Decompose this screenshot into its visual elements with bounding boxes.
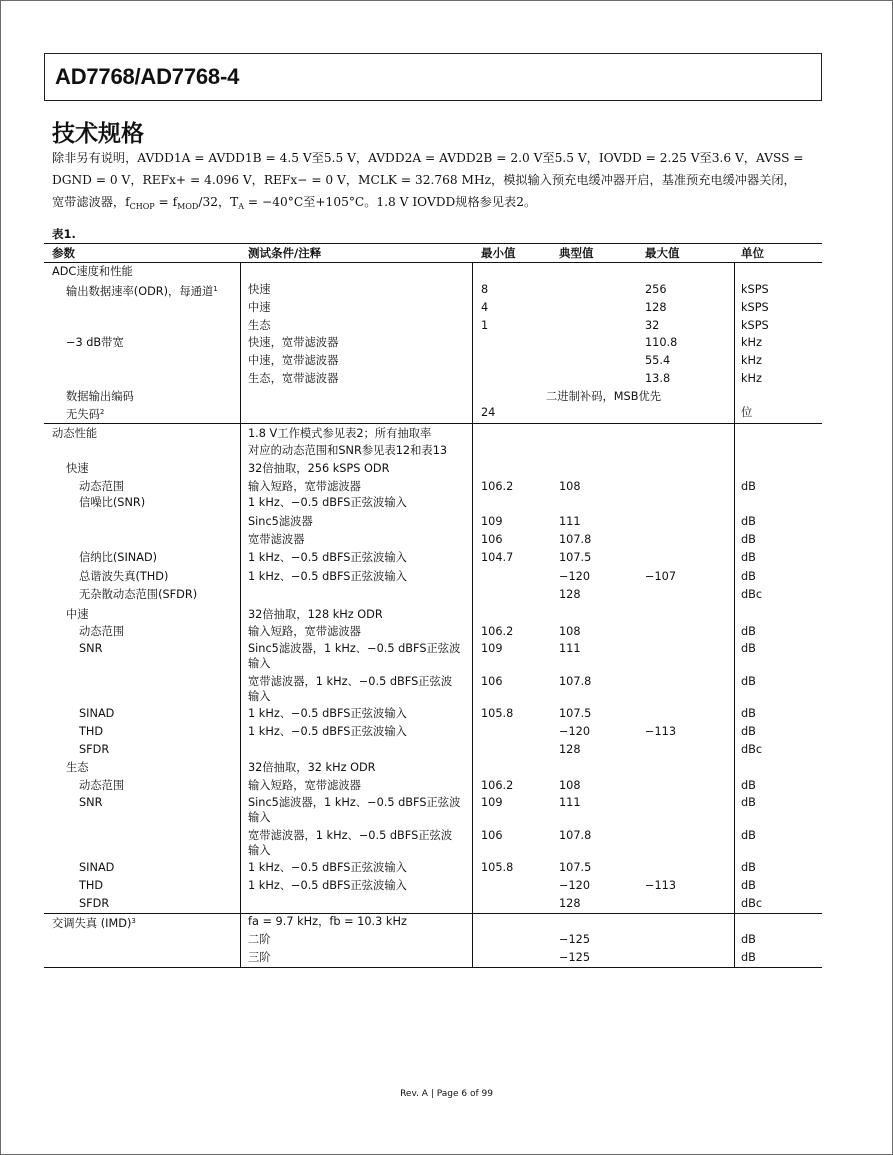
row-parameter: SINAD (79, 861, 115, 874)
header-typ: 典型值 (559, 246, 594, 260)
row-unit: kHz (741, 372, 762, 385)
row-parameter: SFDR (79, 897, 110, 910)
row-typ: −120 (559, 725, 591, 738)
row-max: −107 (645, 570, 677, 583)
row-parameter: SINAD (79, 707, 115, 720)
row-condition: 二阶 (248, 933, 271, 946)
row-condition: 快速 (248, 283, 271, 296)
row-min: 24 (481, 406, 496, 419)
row-unit: dB (741, 779, 756, 792)
row-condition: 1 kHz、−0.5 dBFS正弦波输入 (248, 551, 407, 564)
document-title: AD7768/AD7768-4 (55, 64, 240, 89)
row-max: −113 (645, 725, 677, 738)
row-min: 8 (481, 283, 489, 296)
intro-line-2: DGND = 0 V，REFx+ = 4.096 V，REFx− = 0 V，MCLK = 32.768 MHz，模拟输入预充电缓冲器开启，基准预充电缓冲器关闭， (52, 173, 796, 187)
row-parameter: 数据输出编码 (66, 390, 134, 403)
row-condition: 输入短路，宽带滤波器 (248, 779, 361, 792)
intro-line-3: 宽带滤波器，$f_{CHOP} = f_{MOD}/32$，$T_A = -40^\circ C$至+105°C。1.8 V IOVDD规格参见表2。 (52, 195, 537, 211)
row-condition: 32倍抽取，128 kHz ODR (248, 608, 383, 621)
row-parameter: 生态 (66, 761, 89, 774)
row-span-value: 二进制补码，MSB优先 (546, 390, 662, 403)
row-typ: 111 (559, 642, 581, 655)
row-unit: dB (741, 829, 756, 842)
row-typ: 128 (559, 743, 581, 756)
row-parameter: 交调失真 (IMD)$^3$ (52, 917, 136, 930)
row-unit: kSPS (741, 301, 769, 314)
row-min: 106 (481, 829, 503, 842)
row-condition: 32倍抽取，256 kSPS ODR (248, 462, 390, 475)
row-parameter: SFDR (79, 743, 110, 756)
row-unit: dB (741, 625, 756, 638)
row-typ: 107.5 (559, 707, 592, 720)
table-bottom-rule (44, 967, 822, 968)
row-min: 106 (481, 533, 503, 546)
row-condition-wrap: 输入 (248, 690, 271, 703)
col-divider-2 (472, 262, 473, 967)
row-typ: 111 (559, 796, 581, 809)
row-parameter: 动态性能 (52, 427, 98, 440)
table-label: 表1. (52, 227, 76, 241)
row-condition: 三阶 (248, 951, 271, 964)
row-unit: dB (741, 861, 756, 874)
row-typ: 108 (559, 480, 581, 493)
row-unit: dB (741, 796, 756, 809)
row-parameter: 无失码$^2$ (66, 408, 105, 421)
row-typ: 107.5 (559, 551, 592, 564)
row-parameter: 中速 (66, 608, 89, 621)
row-condition: 32倍抽取，32 kHz ODR (248, 761, 376, 774)
row-condition: Sinc5滤波器，1 kHz、−0.5 dBFS正弦波 (248, 642, 461, 655)
row-unit: dB (741, 642, 756, 655)
row-max: 110.8 (645, 336, 678, 349)
row-parameter: −3 dB带宽 (66, 336, 124, 349)
row-condition: Sinc5滤波器 (248, 515, 313, 528)
row-parameter: SNR (79, 642, 103, 655)
row-parameter: 无杂散动态范围(SFDR) (79, 588, 198, 601)
row-condition: 1 kHz、−0.5 dBFS正弦波输入 (248, 707, 407, 720)
row-unit: dB (741, 480, 756, 493)
row-parameter: 动态范围 (79, 779, 125, 792)
row-typ: −120 (559, 879, 591, 892)
row-max: −113 (645, 879, 677, 892)
row-condition: 宽带滤波器 (248, 533, 305, 546)
row-typ: 107.8 (559, 533, 592, 546)
row-min: 106 (481, 675, 503, 688)
row-unit: dBc (741, 897, 763, 910)
row-parameter: 输出数据速率(ODR)，每通道$^1$ (66, 285, 218, 298)
row-condition: 1 kHz、−0.5 dBFS正弦波输入 (248, 725, 407, 738)
header-conditions: 测试条件/注释 (248, 246, 322, 260)
row-condition: 输入短路，宽带滤波器 (248, 480, 361, 493)
row-unit: dB (741, 533, 756, 546)
row-max: 256 (645, 283, 667, 296)
row-unit: kSPS (741, 319, 769, 332)
row-typ: 108 (559, 779, 581, 792)
header-parameter: 参数 (52, 246, 75, 260)
row-unit: dB (741, 725, 756, 738)
row-parameter: 信纳比(SINAD) (79, 551, 158, 564)
row-unit: dBc (741, 588, 763, 601)
header-max: 最大值 (645, 246, 680, 260)
col-divider-3 (734, 262, 735, 967)
row-condition: 1.8 V工作模式参见表2；所有抽取率 (248, 427, 432, 440)
row-min: 1 (481, 319, 489, 332)
row-typ: 107.5 (559, 861, 592, 874)
row-condition: 生态，宽带滤波器 (248, 372, 339, 385)
row-parameter: THD (79, 879, 104, 892)
row-condition: 1 kHz、−0.5 dBFS正弦波输入 (248, 570, 407, 583)
row-condition: 1 kHz、−0.5 dBFS正弦波输入 (248, 861, 407, 874)
row-unit: dBc (741, 743, 763, 756)
row-parameter: SNR (79, 796, 103, 809)
row-condition: 生态 (248, 319, 271, 332)
row-unit: dB (741, 551, 756, 564)
row-unit: kSPS (741, 283, 769, 296)
row-condition: 宽带滤波器，1 kHz、−0.5 dBFS正弦波 (248, 675, 453, 688)
row-min: 106.2 (481, 480, 514, 493)
row-unit: dB (741, 707, 756, 720)
row-parameter: ADC速度和性能 (52, 265, 133, 278)
row-typ: 111 (559, 515, 581, 528)
row-condition: Sinc5滤波器，1 kHz、−0.5 dBFS正弦波 (248, 796, 461, 809)
row-condition: 中速，宽带滤波器 (248, 354, 339, 367)
row-parameter: THD (79, 725, 104, 738)
row-typ: 128 (559, 897, 581, 910)
group-rule-2 (44, 913, 822, 914)
header-rule (44, 262, 822, 263)
row-min: 105.8 (481, 861, 514, 874)
row-unit: dB (741, 570, 756, 583)
row-condition: 1 kHz、−0.5 dBFS正弦波输入 (248, 496, 407, 509)
row-unit: 位 (741, 406, 753, 419)
row-min: 106.2 (481, 625, 514, 638)
row-typ: 107.8 (559, 675, 592, 688)
row-unit: kHz (741, 354, 762, 367)
row-typ: 107.8 (559, 829, 592, 842)
row-min: 4 (481, 301, 489, 314)
group-rule-1 (44, 423, 822, 424)
row-unit: dB (741, 933, 756, 946)
row-min: 106.2 (481, 779, 514, 792)
row-max: 55.4 (645, 354, 671, 367)
row-max: 128 (645, 301, 667, 314)
row-condition-wrap: 输入 (248, 844, 271, 857)
section-title: 技术规格 (52, 121, 144, 147)
col-divider-1 (240, 262, 241, 967)
page-footer: Rev. A | Page 6 of 99 (400, 1089, 493, 1099)
row-max: 13.8 (645, 372, 671, 385)
row-typ: −125 (559, 933, 591, 946)
row-parameter: 动态范围 (79, 625, 125, 638)
row-typ: 108 (559, 625, 581, 638)
intro-line-1: 除非另有说明，AVDD1A = AVDD1B = 4.5 V至5.5 V，AVDD2A = AVDD2B = 2.0 V至5.5 V，IOVDD = 2.25 V至3.6 V，AVSS = (52, 151, 804, 165)
row-parameter: 动态范围 (79, 480, 125, 493)
row-min: 109 (481, 796, 503, 809)
row-unit: dB (741, 515, 756, 528)
row-unit: dB (741, 675, 756, 688)
row-parameter: 总谐波失真(THD) (79, 570, 169, 583)
spec-table (44, 243, 822, 968)
row-typ: 128 (559, 588, 581, 601)
row-unit: dB (741, 951, 756, 964)
row-min: 104.7 (481, 551, 514, 564)
row-condition: 宽带滤波器，1 kHz、−0.5 dBFS正弦波 (248, 829, 453, 842)
header-min: 最小值 (481, 246, 516, 260)
row-typ: −120 (559, 570, 591, 583)
row-min: 109 (481, 642, 503, 655)
header-unit: 单位 (741, 246, 764, 260)
row-unit: kHz (741, 336, 762, 349)
row-min: 105.8 (481, 707, 514, 720)
row-condition-wrap: 输入 (248, 657, 271, 670)
row-unit: dB (741, 879, 756, 892)
row-condition: fa = 9.7 kHz，fb = 10.3 kHz (248, 915, 407, 928)
row-condition: 输入短路，宽带滤波器 (248, 625, 361, 638)
row-condition: 快速，宽带滤波器 (248, 336, 339, 349)
row-max: 32 (645, 319, 660, 332)
row-typ: −125 (559, 951, 591, 964)
row-min: 109 (481, 515, 503, 528)
row-parameter: 信噪比(SNR) (79, 496, 146, 509)
row-condition: 中速 (248, 301, 271, 314)
row-parameter: 快速 (66, 462, 89, 475)
row-condition-wrap: 输入 (248, 811, 271, 824)
row-condition: 对应的动态范围和SNR参见表12和表13 (248, 444, 448, 457)
row-condition: 1 kHz、−0.5 dBFS正弦波输入 (248, 879, 407, 892)
table-top-rule (44, 243, 822, 244)
